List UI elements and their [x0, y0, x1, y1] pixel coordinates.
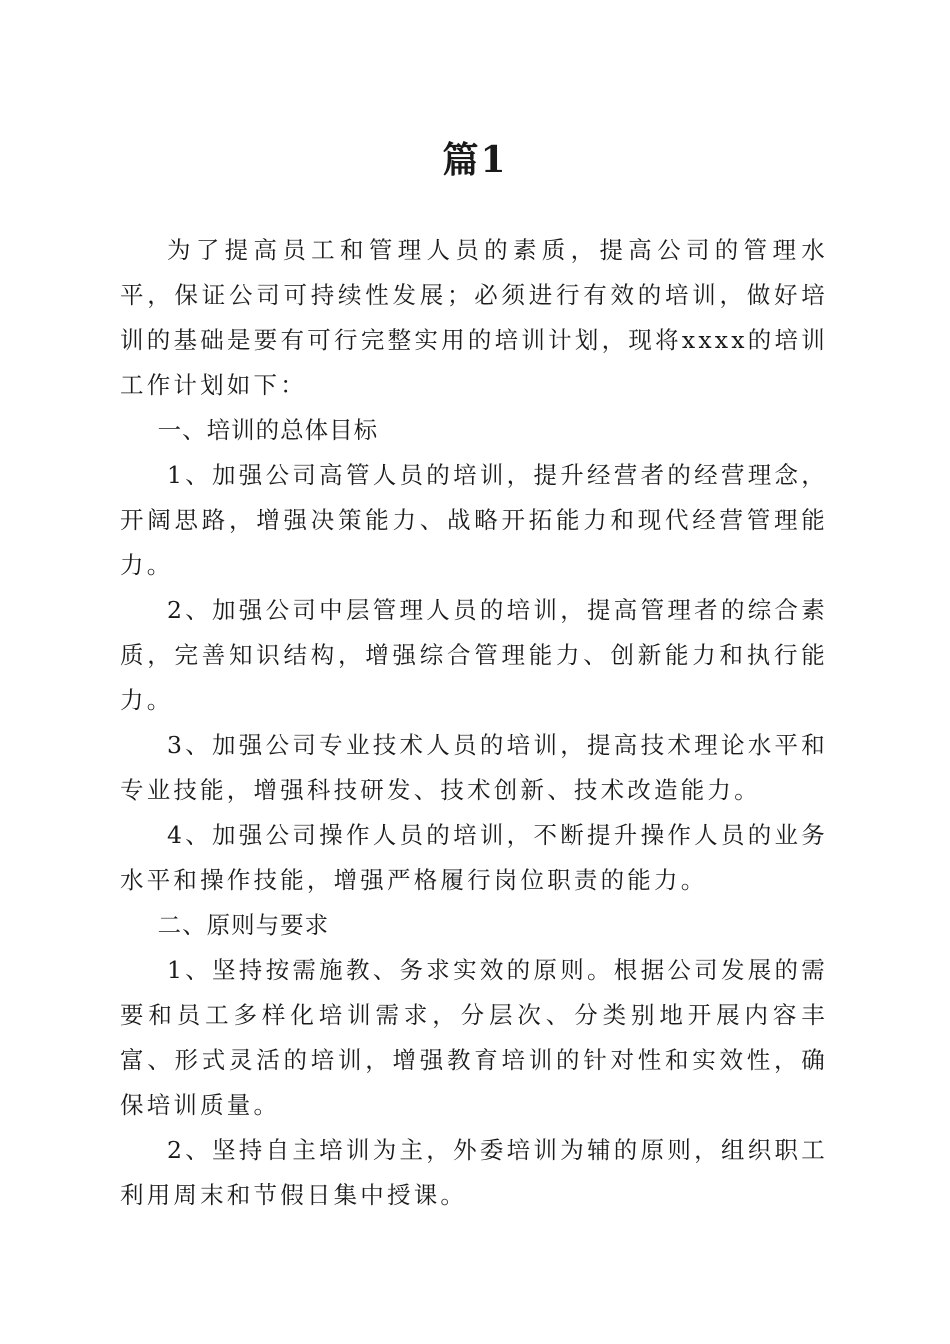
goal-item-1: 1、加强公司高管人员的培训，提升经营者的经营理念，开阔思路，增强决策能力、战略开拓能力和现代经营管理能力。 [120, 461, 828, 579]
section-heading-principles: 二、原则与要求 [157, 911, 330, 939]
page-title: 篇1 [442, 139, 508, 181]
intro-paragraph: 为了提高员工和管理人员的素质，提高公司的管理水平，保证公司可持续性发展；必须进行有效的培训，做好培训的基础是要有可行完整实用的培训计划，现将xxxx的培训工作计划如下： [120, 236, 828, 399]
section-heading-goals: 一、培训的总体目标 [157, 416, 379, 444]
goal-item-3: 3、加强公司专业技术人员的培训，提高技术理论水平和专业技能，增强科技研发、技术创新、技术改造能力。 [120, 731, 828, 804]
goal-item-4: 4、加强公司操作人员的培训，不断提升操作人员的业务水平和操作技能，增强严格履行岗位职责的能力。 [120, 821, 828, 894]
goal-item-2: 2、加强公司中层管理人员的培训，提高管理者的综合素质，完善知识结构，增强综合管理能力、创新能力和执行能力。 [120, 596, 828, 714]
principle-item-2: 2、坚持自主培训为主，外委培训为辅的原则，组织职工利用周末和节假日集中授课。 [120, 1136, 828, 1209]
principle-item-1: 1、坚持按需施教、务求实效的原则。根据公司发展的需要和员工多样化培训需求，分层次、分类别地开展内容丰富、形式灵活的培训，增强教育培训的针对性和实效性，确保培训质量。 [120, 956, 828, 1119]
document-body [120, 228, 828, 1218]
